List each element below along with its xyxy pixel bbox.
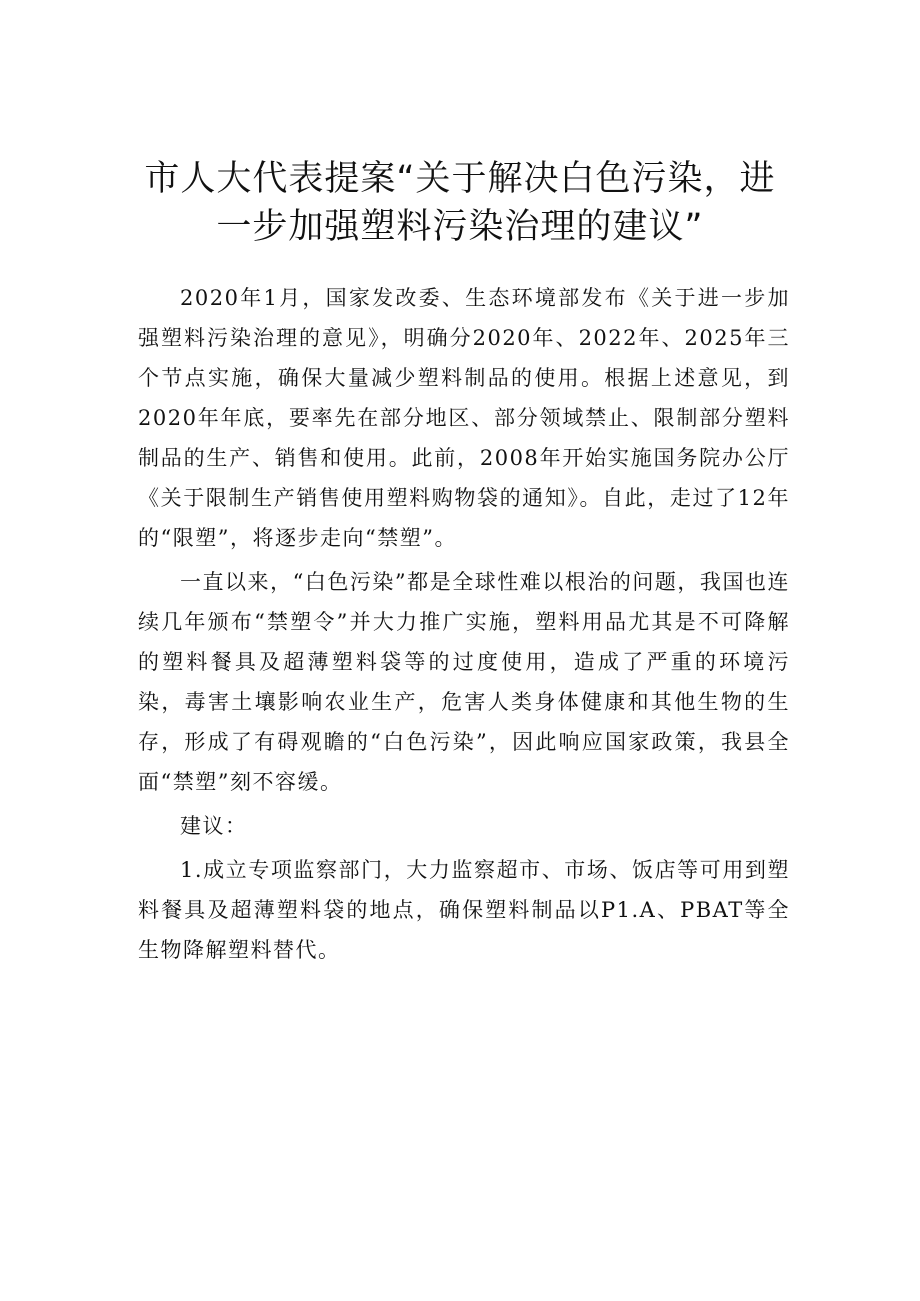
paragraph-background: 2020年1月，国家发改委、生态环境部发布《关于进一步加强塑料污染治理的意见》，明确分2020年、2022年、2025年三个节点实施，确保大量减少塑料制品的使用。根据上述意见，到2020年年底，要率先在部分地区、部分领域禁止、限制部分塑料制品的生产、销售和使用。此前，2008年开始实施国务院办公厅《关于限制生产销售使用塑料购物袋的通知》。自此，走过了12年的“限塑”，将逐步走向“禁塑”。: [138, 286, 790, 550]
paragraph-suggestion-1: 1.成立专项监察部门，大力监察超市、市场、饭店等可用到塑料餐具及超薄塑料袋的地点，确保塑料制品以P1.A、PBAT等全生物降解塑料替代。: [138, 858, 790, 962]
document-body: [138, 278, 790, 974]
paragraph-suggestion-heading: 建议：: [180, 814, 248, 838]
document-title: 市人大代表提案“关于解决白色污染，进一步加强塑料污染治理的建议”: [144, 159, 776, 248]
paragraph-problem: 一直以来，“白色污染”都是全球性难以根治的问题，我国也连续几年颁布“禁塑令”并大力推广实施，塑料用品尤其是不可降解的塑料餐具及超薄塑料袋等的过度使用，造成了严重的环境污染，毒害土壤影响农业生产，危害人类身体健康和其他生物的生存，形成了有碍观瞻的“白色污染”，因此响应国家政策，我县全面“禁塑”刻不容缓。: [138, 570, 790, 794]
